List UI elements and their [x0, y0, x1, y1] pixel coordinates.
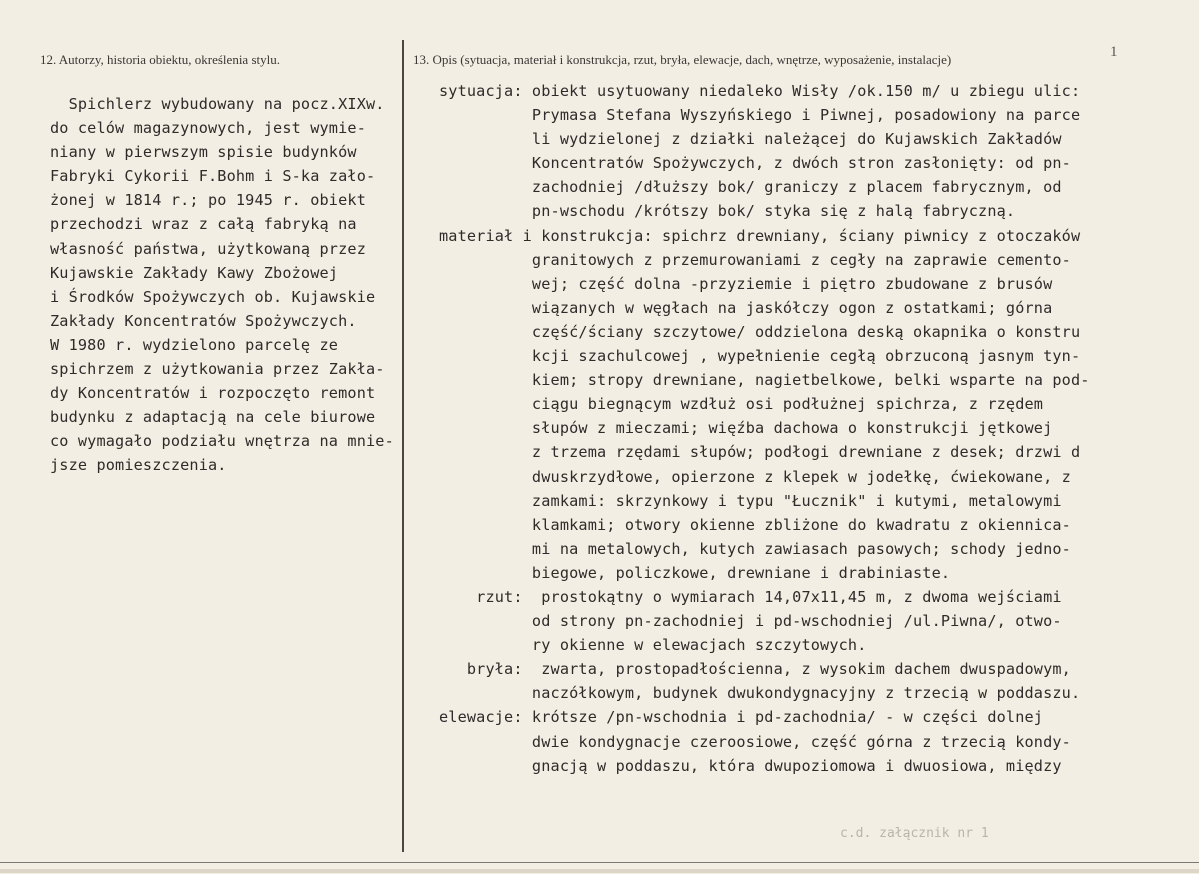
description-line: słupów z mieczami; więźba dachowa o konstrukcji jętkowej: [439, 419, 1053, 438]
history-line: dy Koncentratów i rozpoczęto remont: [50, 384, 376, 403]
description-line: mi na metalowych, kutych zawiasach pasowych; schody jedno-: [439, 539, 1071, 558]
description-text: [439, 79, 1090, 778]
description-line: zachodniej /dłuższy bok/ graniczy z placem fabrycznym, od: [439, 178, 1062, 197]
description-line: wiązanych w węgłach na jaskółczy ogon z ostatkami; górna: [439, 298, 1053, 317]
description-line: wej; część dolna -przyziemie i piętro zbudowane z brusów: [439, 274, 1053, 293]
description-line: gnacją w poddaszu, która dwupoziomowa i dwuosiowa, między: [439, 756, 1062, 775]
history-line: Spichlerz wybudowany na pocz.XIXw.: [50, 95, 385, 113]
history-text: [50, 92, 394, 478]
description-line: granitowych z przemurowaniami z cegły na zaprawie cemento-: [439, 250, 1071, 269]
page-mark: 1: [1110, 44, 1118, 60]
section-12-header: 12. Autorzy, historia obiektu, określenia stylu.: [40, 52, 280, 67]
history-line: przechodzi wraz z całą fabryką na: [50, 215, 357, 234]
description-line: dwie kondygnacje czeroosiowe, część górna z trzecią kondy-: [439, 732, 1071, 751]
description-line: z trzema rzędami słupów; podłogi drewniane z desek; drzwi d: [439, 443, 1081, 462]
bottom-rule: [0, 862, 1199, 863]
description-line: część/ściany szczytowe/ oddzielona deską okapnika o konstru: [439, 322, 1081, 341]
description-line: li wydzielonej z działki należącej do Kujawskich Zakładów: [439, 130, 1062, 149]
description-line: sytuacja: obiekt usytuowany niedaleko Wisły /ok.150 m/ u zbiegu ulic:: [439, 82, 1081, 100]
history-line: spichrzem z użytkowania przez Zakła-: [50, 360, 385, 379]
history-line: Kujawskie Zakłady Kawy Zbożowej: [50, 263, 339, 282]
description-line: od strony pn-zachodniej i pd-wschodniej /ul.Piwna/, otwo-: [439, 612, 1062, 631]
description-line: rzut: prostokątny o wymiarach 14,07x11,45 m, z dwoma wejściami: [439, 587, 1062, 606]
history-line: niany w pierwszym spisie budynków: [50, 143, 357, 162]
history-line: co wymagało podziału wnętrza na mnie-: [50, 432, 394, 451]
description-line: dwuskrzydłowe, opierzone z klepek w jodełkę, ćwiekowane, z: [439, 467, 1071, 486]
section-13-header: 13. Opis (sytuacja, materiał i konstrukcja, rzut, bryła, elewacje, dach, wnętrze, wyposażenie, instalacje): [413, 52, 952, 67]
description-line: zamkami: skrzynkowy i typu "Łucznik" i kutymi, metalowymi: [439, 491, 1062, 510]
description-line: naczółkowym, budynek dwukondygnacyjny z trzecią w poddaszu.: [439, 684, 1081, 703]
description-line: ciągu biegnącym wzdłuż osi podłużnej spichrza, z rzędem: [439, 395, 1044, 414]
description-line: ry okienne w elewacjach szczytowych.: [439, 636, 867, 655]
history-line: Zakłady Koncentratów Spożywczych.: [50, 311, 357, 330]
bottom-edge: [0, 869, 1199, 873]
history-line: i Środków Spożywczych ob. Kujawskie: [50, 287, 376, 306]
description-line: klamkami; otwory okienne zbliżone do kwadratu z okiennica-: [439, 515, 1071, 534]
description-line: bryła: zwarta, prostopadłościenna, z wysokim dachem dwuspadowym,: [439, 660, 1071, 679]
description-line: Koncentratów Spożywczych, z dwóch stron zasłonięty: od pn-: [439, 154, 1071, 173]
description-line: Prymasa Stefana Wyszyńskiego i Piwnej, posadowiony na parce: [439, 106, 1081, 125]
continuation-note: c.d. załącznik nr 1: [840, 826, 989, 841]
description-line: materiał i konstrukcja: spichrz drewniany, ściany piwnicy z otoczaków: [439, 226, 1081, 245]
description-line: biegowe, policzkowe, drewniane i drabiniaste.: [439, 563, 951, 582]
column-divider: [402, 40, 404, 852]
history-line: budynku z adaptacją na cele biurowe: [50, 408, 376, 427]
description-line: pn-wschodu /krótszy bok/ styka się z halą fabryczną.: [439, 202, 1016, 221]
history-line: Fabryki Cykorii F.Bohm i S-ka zało-: [50, 167, 376, 186]
description-line: kiem; stropy drewniane, nagietbelkowe, belki wsparte na pod-: [439, 371, 1090, 390]
history-line: W 1980 r. wydzielono parcelę ze: [50, 335, 339, 354]
description-line: elewacje: krótsze /pn-wschodnia i pd-zachodnia/ - w części dolnej: [439, 708, 1044, 727]
history-line: jsze pomieszczenia.: [50, 456, 227, 475]
description-line: kcji szachulcowej , wypełnienie cegłą obrzuconą jasnym tyn-: [439, 347, 1081, 366]
history-line: do celów magazynowych, jest wymie-: [50, 119, 366, 138]
history-line: żonej w 1814 r.; po 1945 r. obiekt: [50, 191, 366, 210]
history-line: własność państwa, użytkowaną przez: [50, 239, 366, 258]
